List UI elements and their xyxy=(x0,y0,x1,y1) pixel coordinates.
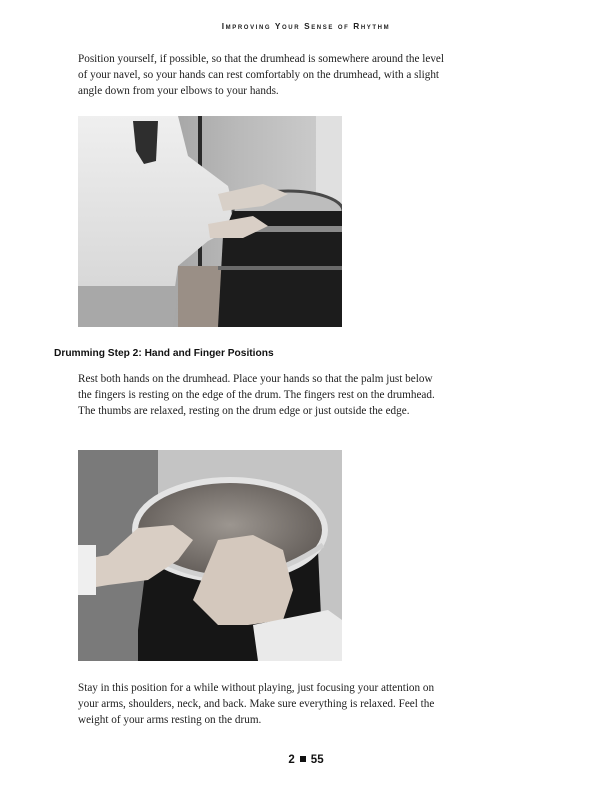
page-number xyxy=(0,754,612,766)
drummer-standing-photo xyxy=(78,116,342,327)
folio-separator-square-icon xyxy=(300,756,306,762)
paragraph-body-3: Stay in this position for a while without playing, just focusing your attention on your arms, shoulders, neck, and back. Make sure everything is relaxed. Feel the weight of your arms resting on the drum. xyxy=(78,682,435,726)
section-heading: Drumming Step 2: Hand and Finger Positions xyxy=(54,348,274,359)
hands-on-drumhead-photo xyxy=(78,450,342,661)
page-number-value: 55 xyxy=(310,754,324,766)
paragraph-body-2: Rest both hands on the drumhead. Place your hands so that the palm just below the fingers is resting on the edge of the drum. The fingers rest on the drumhead. The thumbs are relaxed, resting on the drum edge or just outside the edge. xyxy=(78,373,435,417)
running-head: Improving Your Sense of Rhythm xyxy=(221,21,391,31)
paragraph-body-1: Position yourself, if possible, so that the drumhead is somewhere around the level of your navel, so your hands can rest comfortably on the drumhead, with a slight angle down from your elbows to your hands. xyxy=(78,53,445,97)
chapter-number: 2 xyxy=(288,754,295,766)
